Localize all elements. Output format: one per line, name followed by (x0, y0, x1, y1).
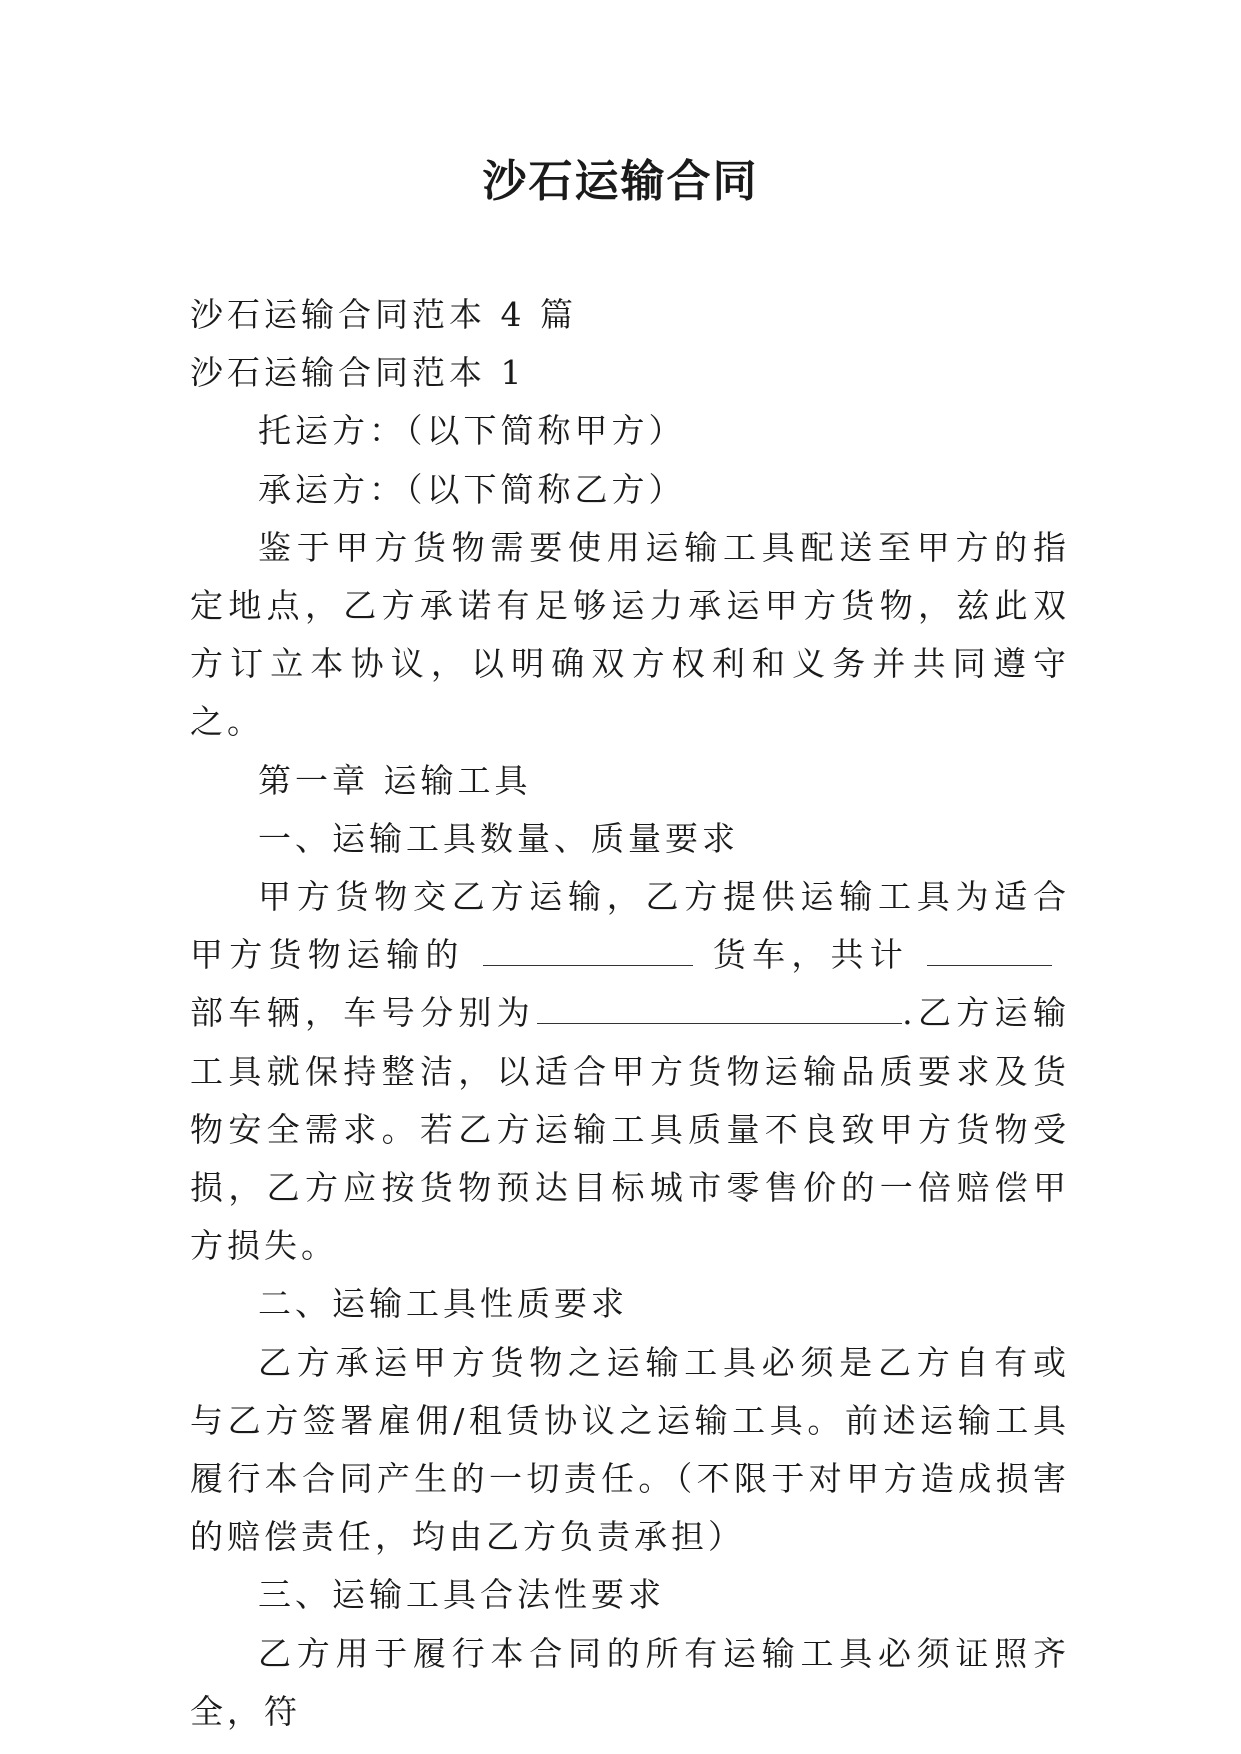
preamble-paragraph: 鉴于甲方货物需要使用运输工具配送至甲方的指定地点，乙方承诺有足够运力承运甲方货物，兹此双方订立本协议，以明确双方权利和义务并共同遵守之。 (190, 527, 1070, 742)
section-heading-2: 二、运输工具性质要求 (258, 1284, 628, 1324)
vehicle-nature-paragraph: 乙方承运甲方货物之运输工具必须是乙方自有或与乙方签署雇佣/租赁协议之运输工具。前述运输工具履行本合同产生的一切责任。（不限于对甲方造成损害的赔偿责任，均由乙方负责承担） (190, 1342, 1070, 1557)
paragraph-text: 甲方货物交乙方运输，乙方提供运输工具为适合甲方货物运输的 (190, 877, 1070, 975)
section-heading-1: 一、运输工具数量、质量要求 (258, 818, 739, 858)
document-body (190, 286, 1070, 1741)
collection-heading: 沙石运输合同范本 4 篇 (190, 295, 577, 334)
carrier-line: 承运方：（以下简称乙方） (258, 469, 686, 509)
vehicle-legality-paragraph: 乙方用于履行本合同的所有运输工具必须证照齐全，符 (190, 1633, 1070, 1731)
plate-numbers-blank[interactable] (537, 1022, 902, 1024)
chapter-heading: 第一章 运输工具 (258, 760, 532, 800)
section-heading-3: 三、运输工具合法性要求 (258, 1575, 665, 1615)
shipper-line: 托运方：（以下简称甲方） (258, 411, 686, 451)
document-title: 沙石运输合同 (482, 156, 759, 207)
paragraph-text: .乙方运输工具就保持整洁，以适合甲方货物运输品质要求及货物安全需求。若乙方运输工具质量不良致甲方货物受损，乙方应按货物预达目标城市零售价的一倍赔偿甲方损失。 (190, 993, 1070, 1266)
vehicle-count-blank[interactable] (927, 964, 1052, 966)
vehicle-requirements-paragraph (190, 868, 1070, 1275)
paragraph-text: 货车，共计 (710, 935, 910, 975)
paragraph-text: 部车辆，车号分别为 (190, 993, 536, 1033)
sample-heading: 沙石运输合同范本 1 (190, 353, 526, 393)
truck-type-blank[interactable] (483, 964, 693, 966)
